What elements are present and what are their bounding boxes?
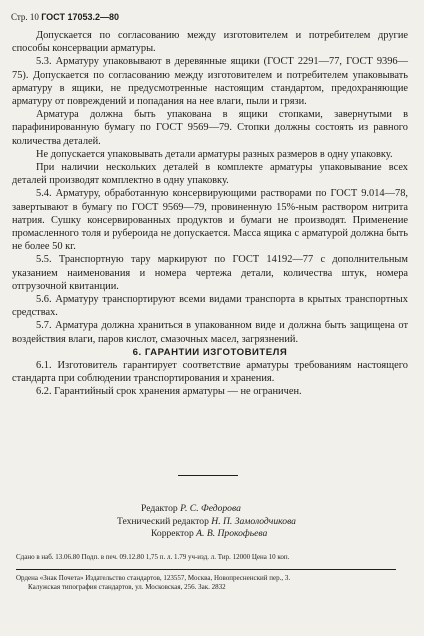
paragraph: Допускается по согласованию между изготовителем и потребителем другие способы консервации арматуры. [12, 30, 408, 55]
imprint-divider [16, 569, 396, 570]
section-title: 6. ГАРАНТИИ ИЗГОТОВИТЕЛЯ [132, 346, 288, 358]
paragraph: 5.7. Арматура должна храниться в упакованном виде и должна быть защищена от воздействия влаги, паров кислот, смазочных масел, загрязнений. [12, 320, 408, 345]
page-number: Стр. 10 [11, 12, 39, 22]
standard-number: ГОСТ 17053.2—80 [41, 12, 119, 22]
paragraph: 5.6. Арматуру транспортируют всеми видами транспорта в крытых транспортных средствах. [12, 294, 408, 319]
imprint-line: Сдано в наб. 13.06.80 Подп. в печ. 09.12.80 1,75 п. л. 1.79 уч-изд. л. Тир. 12000 Цена 10 коп. [16, 553, 290, 561]
imprint-line: Ордена «Знак Почета» Издательство стандартов, 123557, Москва, Новопресненский пер., 3. [16, 573, 291, 582]
editor-label: Редактор [141, 503, 178, 514]
imprint-line: Калужская типография стандартов, ул. Московская, 256. Зак. 2832 [28, 583, 226, 591]
paragraph: При наличии нескольких деталей в комплекте арматуры упаковывание всех деталей производят комплектно в одну упаковку. [12, 162, 408, 187]
document-body [12, 29, 408, 399]
tech-editor-label: Технический редактор [117, 515, 209, 527]
editor-name: Р. С. Федорова [180, 503, 241, 514]
imprint-block [16, 553, 412, 593]
paragraph: Не допускается упаковывать детали арматуры разных размеров в одну упаковку. [36, 148, 393, 160]
credits-block [117, 503, 296, 541]
paragraph: 6.2. Гарантийный срок хранения арматуры — не ограничен. [36, 386, 302, 398]
paragraph: 5.5. Транспортную тару маркируют по ГОСТ 14192—77 с дополнительным указанием наименования и номера чертежа детали, количества штук, номера отгрузочной квитанции. [12, 254, 408, 292]
paragraph: 5.4. Арматуру, обработанную консервирующими растворами по ГОСТ 9.014—78, завертывают в бумагу по ГОСТ 9569—79, провиненную 15%-ным раствором нитрита натрия. Сушку консервированных продуктов и бумаги не производят. Применение промасленного толя и рубероида не допускается. Масса ящика с арматурой должна быть не более 50 кг. [12, 188, 408, 253]
page-header [11, 12, 119, 23]
separator-rule [178, 475, 238, 476]
corrector-name: А. В. Прокофьева [196, 528, 268, 539]
corrector-label: Корректор [151, 528, 194, 539]
tech-editor-name: Н. П. Замолодчикова [211, 515, 296, 527]
paragraph: 6.1. Изготовитель гарантирует соответствие арматуры требованиям настоящего стандарта при соблюдении транспортирования и хранения. [12, 360, 408, 385]
paragraph: Арматура должна быть упакована в ящики стопками, завернутыми в парафинированную бумагу по ГОСТ 9569—79. Стопки должны состоять из равного количества деталей. [12, 109, 408, 147]
paragraph: 5.3. Арматуру упаковывают в деревянные ящики (ГОСТ 2291—77, ГОСТ 9396—75). Допускается по согласованию между изготовителем и потребителем упаковывать арматуру в ящики, не предусмотренные настоящим стандартом, предохраняющие арматуру от повреждений и попадания на нее влаги, пыли и грязи. [12, 56, 408, 108]
